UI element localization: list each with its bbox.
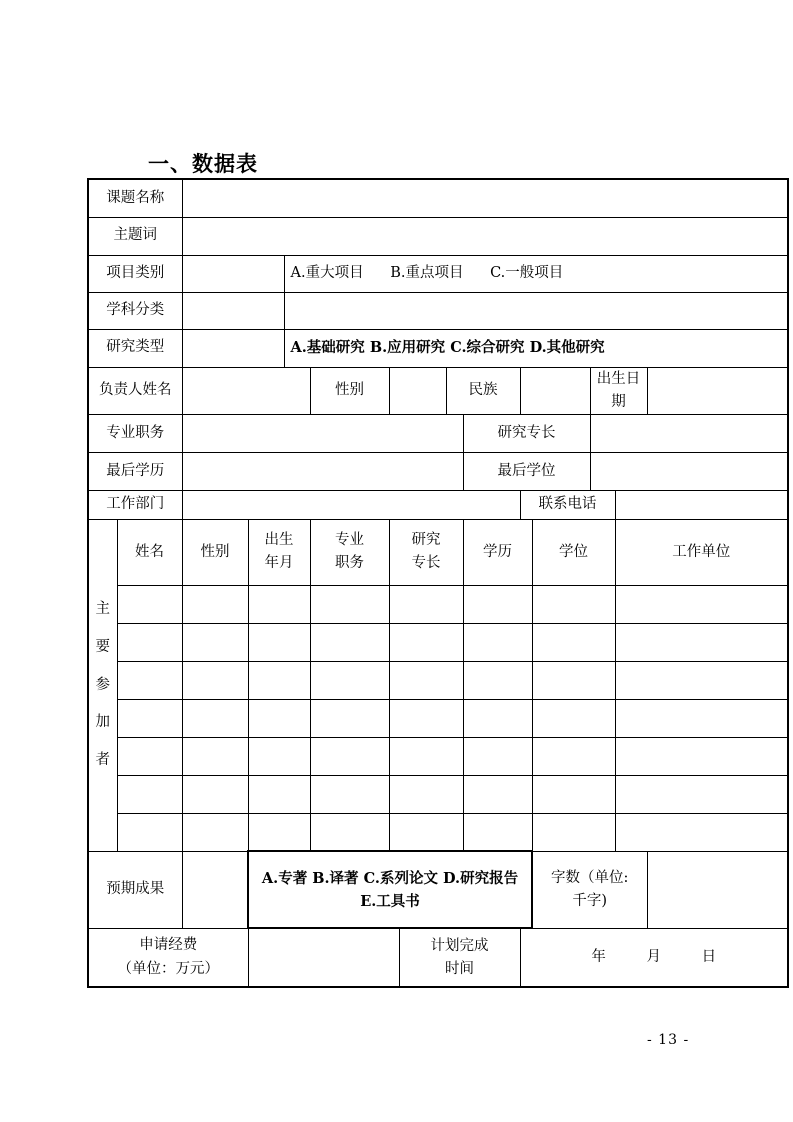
day-label: 日 xyxy=(701,949,717,966)
option-key[interactable]: B.重点项目 xyxy=(390,264,464,281)
gender-label: 性别 xyxy=(310,367,389,414)
topic-name-label: 课题名称 xyxy=(88,179,182,217)
participant-cell[interactable] xyxy=(117,737,182,775)
participant-cell[interactable] xyxy=(248,585,310,623)
participant-cell[interactable] xyxy=(310,585,389,623)
col-post-header: 专业 职务 xyxy=(310,519,389,585)
project-category-options xyxy=(284,255,788,292)
col-expertise-header: 研究 专长 xyxy=(389,519,463,585)
participant-cell[interactable] xyxy=(532,775,615,813)
participant-cell[interactable] xyxy=(310,813,389,851)
keywords-label: 主题词 xyxy=(88,217,182,255)
participant-cell[interactable] xyxy=(615,775,788,813)
participant-cell[interactable] xyxy=(182,699,248,737)
participant-cell[interactable] xyxy=(615,623,788,661)
leader-name-label: 负责人姓名 xyxy=(88,367,182,414)
participant-cell[interactable] xyxy=(532,699,615,737)
participant-cell[interactable] xyxy=(117,775,182,813)
plan-completion-label: 计划完成 时间 xyxy=(399,928,520,987)
participant-cell[interactable] xyxy=(117,661,182,699)
participant-cell[interactable] xyxy=(248,661,310,699)
project-category-label: 项目类别 xyxy=(88,255,182,292)
month-label: 月 xyxy=(646,949,661,966)
option-major[interactable]: A.重大项目 xyxy=(290,264,364,281)
participant-cell[interactable] xyxy=(182,775,248,813)
participant-cell[interactable] xyxy=(182,585,248,623)
discipline-extra[interactable] xyxy=(284,292,788,329)
col-gender-header: 性别 xyxy=(182,519,248,585)
participant-cell[interactable] xyxy=(117,585,182,623)
research-type-options: A.基础研究 B.应用研究 C.综合研究 D.其他研究 xyxy=(284,329,788,367)
birth-date-field[interactable] xyxy=(647,367,788,414)
participant-cell[interactable] xyxy=(532,585,615,623)
participant-cell[interactable] xyxy=(463,661,532,699)
col-education-header: 学历 xyxy=(463,519,532,585)
gender-field[interactable] xyxy=(389,367,446,414)
col-name-header: 姓名 xyxy=(117,519,182,585)
participant-cell[interactable] xyxy=(463,623,532,661)
topic-name-field[interactable] xyxy=(182,179,788,217)
participant-cell[interactable] xyxy=(389,661,463,699)
outcome-field[interactable] xyxy=(182,851,248,928)
participant-cell[interactable] xyxy=(182,737,248,775)
participant-cell[interactable] xyxy=(532,623,615,661)
option-general[interactable]: C.一般项目 xyxy=(490,264,564,281)
participant-cell[interactable] xyxy=(615,699,788,737)
participant-row xyxy=(88,775,788,813)
department-label: 工作部门 xyxy=(88,490,182,519)
participant-cell[interactable] xyxy=(117,813,182,851)
data-form-table xyxy=(87,178,789,988)
department-field[interactable] xyxy=(182,490,520,519)
participant-cell[interactable] xyxy=(182,623,248,661)
participant-row xyxy=(88,661,788,699)
research-type-field[interactable] xyxy=(182,329,284,367)
participant-cell[interactable] xyxy=(310,775,389,813)
participant-cell[interactable] xyxy=(615,813,788,851)
funding-field[interactable] xyxy=(248,928,399,987)
funding-label: 申请经费 （单位：万元） xyxy=(88,928,248,987)
participant-cell[interactable] xyxy=(615,661,788,699)
page-title: 一、数据表 xyxy=(148,152,258,176)
discipline-label: 学科分类 xyxy=(88,292,182,329)
col-degree-header: 学位 xyxy=(532,519,615,585)
ethnicity-label: 民族 xyxy=(446,367,520,414)
participant-cell[interactable] xyxy=(182,661,248,699)
participant-cell[interactable] xyxy=(310,699,389,737)
outcome-label: 预期成果 xyxy=(88,851,182,928)
col-workplace-header: 工作单位 xyxy=(615,519,788,585)
ethnicity-field[interactable] xyxy=(520,367,590,414)
word-count-field[interactable] xyxy=(647,851,788,928)
participant-cell[interactable] xyxy=(532,813,615,851)
participant-row xyxy=(88,737,788,775)
participant-cell[interactable] xyxy=(463,585,532,623)
participant-cell[interactable] xyxy=(117,699,182,737)
title-post-field[interactable] xyxy=(182,414,463,452)
phone-label: 联系电话 xyxy=(520,490,615,519)
col-birth-header: 出生 年月 xyxy=(248,519,310,585)
participant-cell[interactable] xyxy=(310,737,389,775)
participant-cell[interactable] xyxy=(248,775,310,813)
participants-side-label: 主 要 参 加 者 xyxy=(88,519,117,851)
participant-cell[interactable] xyxy=(389,699,463,737)
phone-field[interactable] xyxy=(615,490,788,519)
expertise-label: 研究专长 xyxy=(463,414,590,452)
keywords-field[interactable] xyxy=(182,217,788,255)
participant-cell[interactable] xyxy=(389,585,463,623)
participant-cell[interactable] xyxy=(532,737,615,775)
degree-field[interactable] xyxy=(590,452,788,490)
education-label: 最后学历 xyxy=(88,452,182,490)
word-count-label: 字数（单位: 千字) xyxy=(532,851,647,928)
discipline-field[interactable] xyxy=(182,292,284,329)
page-number: - 13 - xyxy=(647,1032,690,1048)
participant-cell[interactable] xyxy=(463,775,532,813)
participant-cell[interactable] xyxy=(463,699,532,737)
participant-cell[interactable] xyxy=(248,737,310,775)
education-field[interactable] xyxy=(182,452,463,490)
participant-row xyxy=(88,623,788,661)
participant-cell[interactable] xyxy=(248,623,310,661)
participant-cell[interactable] xyxy=(248,813,310,851)
participant-cell[interactable] xyxy=(248,699,310,737)
title-post-label: 专业职务 xyxy=(88,414,182,452)
outcome-options: A.专著 B.译著 C.系列论文 D.研究报告 E.工具书 xyxy=(248,851,532,928)
participant-cell[interactable] xyxy=(117,623,182,661)
project-category-field[interactable] xyxy=(182,255,284,292)
participant-cell[interactable] xyxy=(532,661,615,699)
participant-cell[interactable] xyxy=(182,813,248,851)
participant-cell[interactable] xyxy=(389,623,463,661)
participant-cell[interactable] xyxy=(615,585,788,623)
year-label: 年 xyxy=(591,949,606,966)
participant-cell[interactable] xyxy=(463,737,532,775)
degree-label: 最后学位 xyxy=(463,452,590,490)
participant-cell[interactable] xyxy=(310,623,389,661)
birth-date-label: 出生日期 xyxy=(590,367,647,414)
participant-cell[interactable] xyxy=(389,775,463,813)
participant-cell[interactable] xyxy=(463,813,532,851)
participant-cell[interactable] xyxy=(389,813,463,851)
participant-row xyxy=(88,585,788,623)
participant-row xyxy=(88,813,788,851)
plan-completion-date[interactable] xyxy=(520,928,788,987)
participant-cell[interactable] xyxy=(389,737,463,775)
leader-name-field[interactable] xyxy=(182,367,310,414)
research-type-label: 研究类型 xyxy=(88,329,182,367)
participant-cell[interactable] xyxy=(310,661,389,699)
participant-row xyxy=(88,699,788,737)
participant-cell[interactable] xyxy=(615,737,788,775)
expertise-field[interactable] xyxy=(590,414,788,452)
